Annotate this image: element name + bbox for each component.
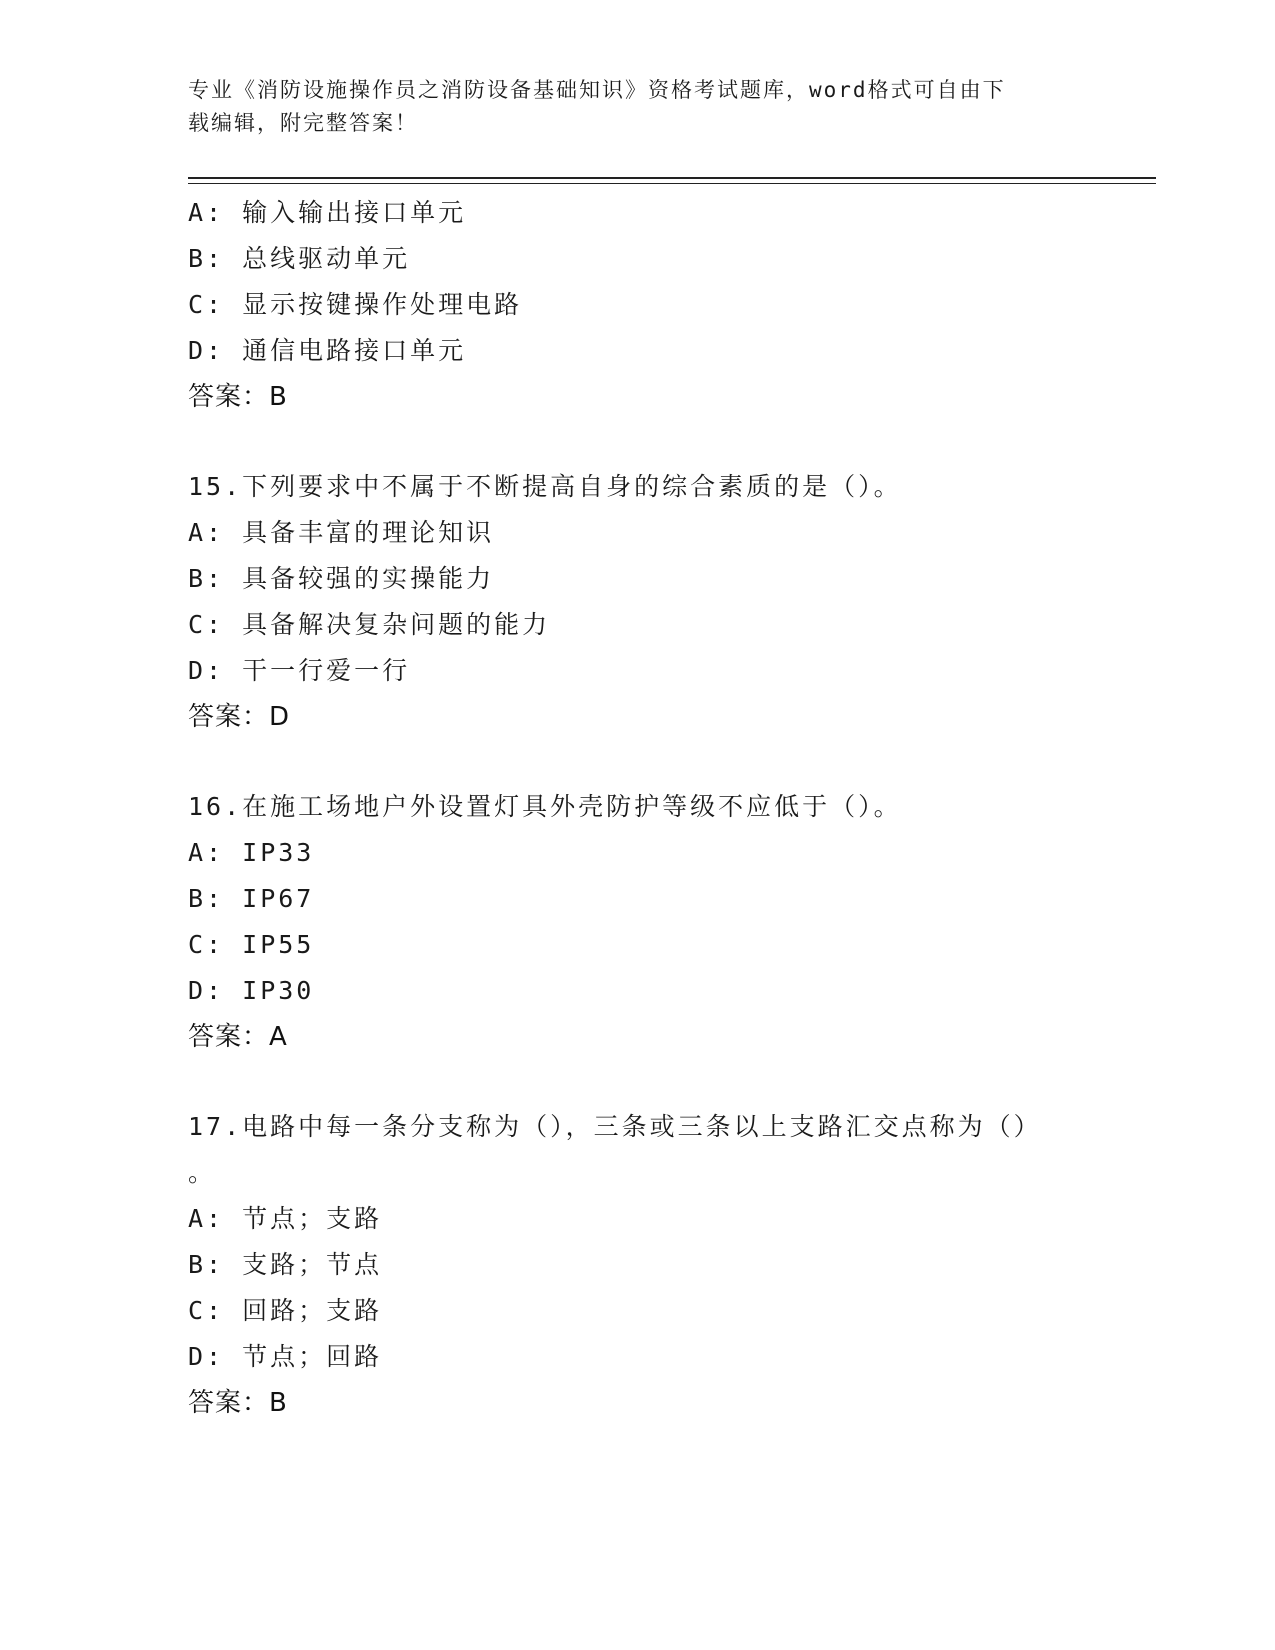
option-d: D: 干一行爱一行 bbox=[188, 656, 411, 685]
spacer bbox=[188, 1060, 1088, 1104]
option-a: A: IP33 bbox=[188, 838, 315, 867]
intro-line-2: 载编辑，附完整答案！ bbox=[188, 111, 418, 135]
option-a: A: 节点；支路 bbox=[188, 1204, 383, 1233]
question-block-17 bbox=[188, 1104, 1088, 1426]
question-list bbox=[188, 190, 1088, 1426]
answer-line: 答案：B bbox=[188, 1388, 288, 1418]
question-stem: 17.电路中每一条分支称为（），三条或三条以上支路汇交点称为（） bbox=[188, 1112, 1042, 1141]
option-a: A: 输入输出接口单元 bbox=[188, 198, 467, 227]
option-b: B: 支路；节点 bbox=[188, 1250, 383, 1279]
spacer bbox=[188, 740, 1088, 784]
question-stem: 15.下列要求中不属于不断提高自身的综合素质的是（）。 bbox=[188, 472, 902, 501]
option-b: B: 总线驱动单元 bbox=[188, 244, 411, 273]
answer-line: 答案：B bbox=[188, 382, 288, 412]
question-block-15 bbox=[188, 464, 1088, 740]
spacer bbox=[188, 420, 1088, 464]
header-divider-thin bbox=[188, 183, 1156, 184]
option-c: C: IP55 bbox=[188, 930, 315, 959]
answer-line: 答案：D bbox=[188, 702, 291, 732]
option-c: C: 回路；支路 bbox=[188, 1296, 383, 1325]
question-stem: 16.在施工场地户外设置灯具外壳防护等级不应低于（）。 bbox=[188, 792, 902, 821]
option-d: D: 节点；回路 bbox=[188, 1342, 383, 1371]
intro-line-1: 专业《消防设施操作员之消防设备基础知识》资格考试题库，word格式可自由下 bbox=[188, 78, 1006, 102]
question-block-14 bbox=[188, 190, 1088, 420]
header-divider-thick bbox=[188, 177, 1156, 179]
option-b: B: 具备较强的实操能力 bbox=[188, 564, 495, 593]
option-c: C: 显示按键操作处理电路 bbox=[188, 290, 523, 319]
option-d: D: IP30 bbox=[188, 976, 315, 1005]
option-a: A: 具备丰富的理论知识 bbox=[188, 518, 495, 547]
question-stem-tail: 。 bbox=[188, 1158, 214, 1187]
option-c: C: 具备解决复杂问题的能力 bbox=[188, 610, 551, 639]
option-d: D: 通信电路接口单元 bbox=[188, 336, 467, 365]
option-b: B: IP67 bbox=[188, 884, 315, 913]
answer-line: 答案：A bbox=[188, 1022, 288, 1052]
question-block-16 bbox=[188, 784, 1088, 1060]
document-intro bbox=[188, 74, 1088, 140]
